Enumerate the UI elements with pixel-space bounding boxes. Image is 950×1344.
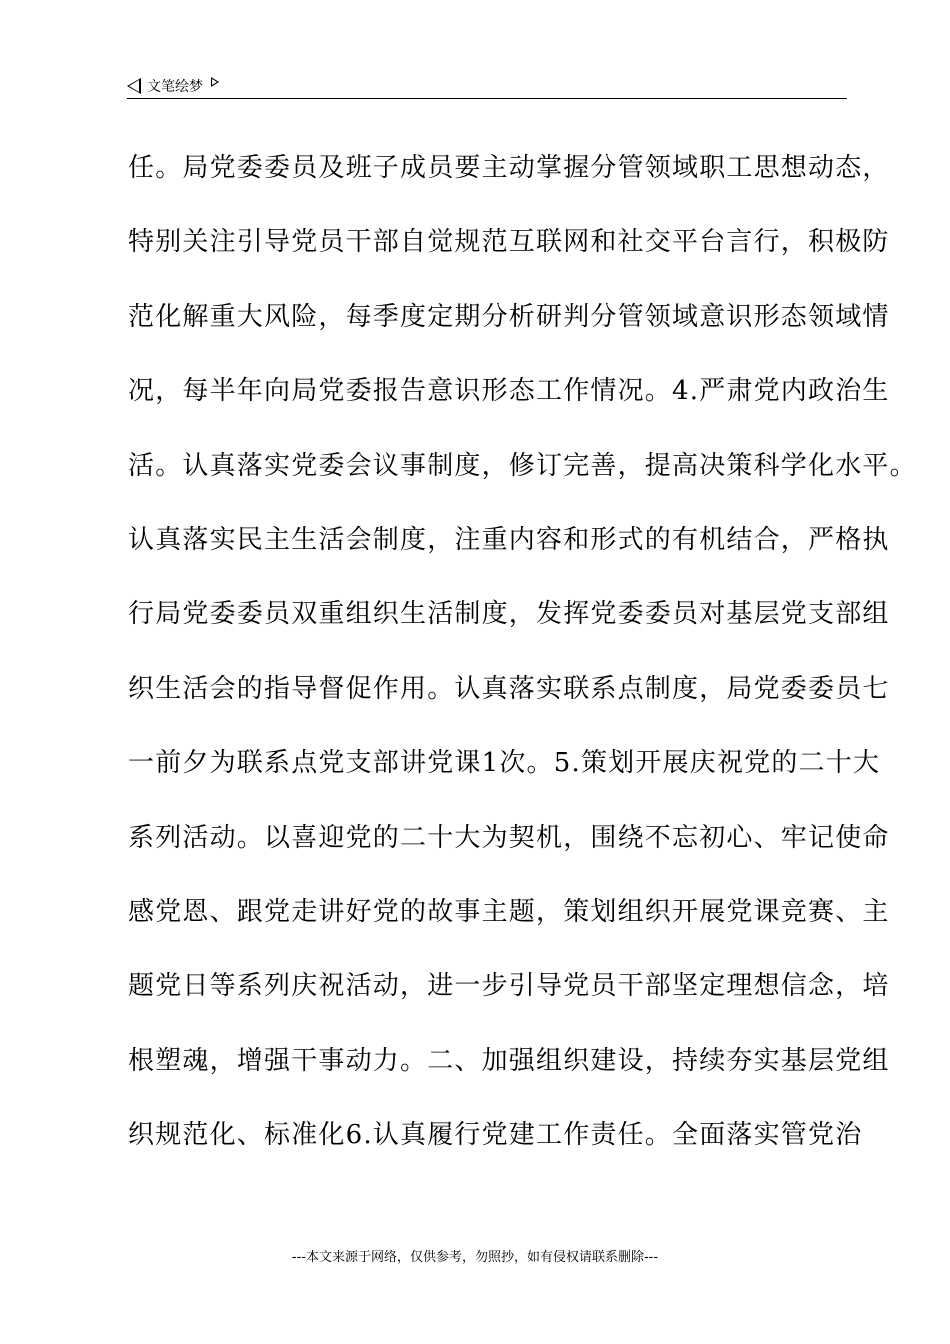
document-body [128, 148, 917, 1189]
body-line: 系列活动。以喜迎党的二十大为契机，围绕不忘初心、牢记使命 [128, 822, 890, 853]
body-line: 一前夕为联系点党支部讲党课1次。5.策划开展庆祝党的二十大 [128, 748, 881, 779]
body-line: 织规范化、标准化6.认真履行党建工作责任。全面落实管党治 [128, 1120, 863, 1151]
header-divider [127, 98, 847, 99]
body-line: 题党日等系列庆祝活动，进一步引导党员干部坚定理想信念，培 [128, 971, 890, 1002]
body-line: 范化解重大风险，每季度定期分析研判分管领域意识形态领域情 [128, 301, 890, 332]
body-line: 感党恩、跟党走讲好党的故事主题，策划组织开展党课竞赛、主 [128, 896, 890, 927]
right-triangle-icon [211, 77, 219, 87]
page-footer: ---本文来源于网络，仅供参考，勿照抄，如有侵权请联系删除--- [291, 1250, 659, 1265]
body-line: 根塑魂，增强干事动力。二、加强组织建设，持续夯实基层党组 [128, 1045, 890, 1076]
body-line: 认真落实民主生活会制度，注重内容和形式的有机结合，严格执 [128, 524, 890, 555]
body-line: 任。局党委委员及班子成员要主动掌握分管领域职工思想动态， [128, 153, 890, 183]
body-line: 活。认真落实党委会议事制度，修订完善，提高决策科学化水平。 [128, 450, 917, 481]
left-triangle-icon [127, 78, 141, 94]
header-title: 文笔绘梦 [147, 79, 203, 95]
body-line: 特别关注引导党员干部自觉规范互联网和社交平台言行，积极防 [128, 227, 890, 258]
body-line: 行局党委委员双重组织生活制度，发挥党委委员对基层党支部组 [128, 599, 890, 630]
body-line: 织生活会的指导督促作用。认真落实联系点制度，局党委委员七 [128, 673, 890, 704]
page-header [127, 74, 847, 98]
body-line: 况，每半年向局党委报告意识形态工作情况。4.严肃党内政治生 [128, 376, 890, 407]
